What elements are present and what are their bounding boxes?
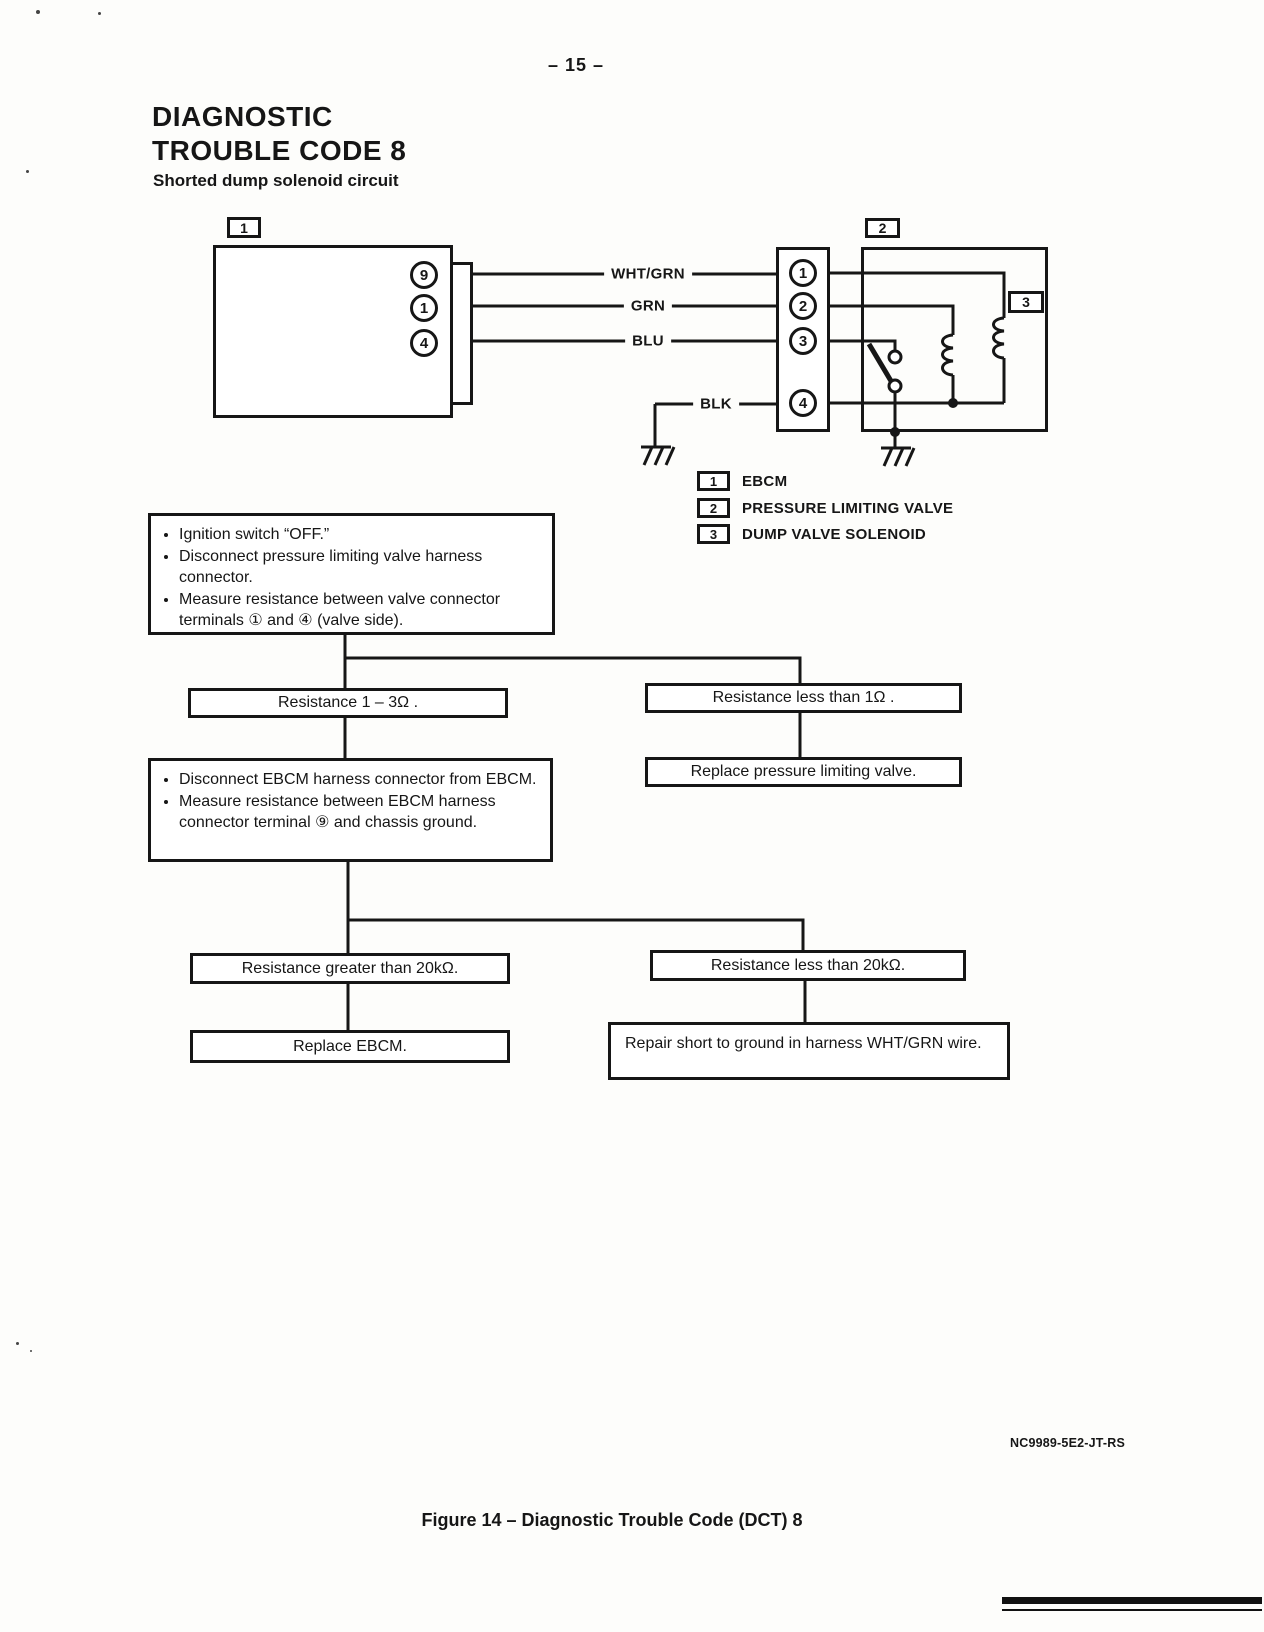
wire-label-blu: BLU: [625, 333, 671, 350]
flow-step-check-ebcm-harness: [148, 758, 553, 862]
ebcm-connector-tab: [450, 262, 473, 405]
legend-key: 3: [697, 524, 730, 544]
scan-artifact: [26, 170, 29, 173]
step-bullet: • Ignition switch “OFF.”: [179, 524, 542, 545]
page-title-line1: DIAGNOSTIC: [152, 101, 333, 132]
flow-result-resistance-gt-20k: Resistance greater than 20kΩ.: [190, 953, 510, 984]
wire-label-grn: GRN: [624, 298, 672, 315]
valve-terminal: 2: [789, 292, 817, 320]
scan-artifact: [36, 10, 40, 14]
legend-label: EBCM: [742, 473, 788, 490]
flow-action-replace-ebcm: Replace EBCM.: [190, 1030, 510, 1063]
valve-terminal: 4: [789, 389, 817, 417]
figure-caption: Figure 14 – Diagnostic Trouble Code (DCT) 8: [421, 1510, 803, 1530]
callout-pressure-valve: 2: [865, 218, 900, 238]
ground-icon: [881, 448, 914, 466]
flow-result-resistance-1-3-ohm: Resistance 1 – 3Ω .: [188, 688, 508, 718]
legend-label: DUMP VALVE SOLENOID: [742, 526, 927, 543]
ground-icon: [641, 447, 674, 465]
page-subtitle: Shorted dump solenoid circuit: [153, 171, 399, 190]
flow-result-resistance-lt-20k: Resistance less than 20kΩ.: [650, 950, 966, 981]
page-title: [152, 100, 406, 168]
wire-label-blk: BLK: [693, 396, 739, 413]
callout-dump-solenoid: 3: [1008, 291, 1044, 313]
wire-label-whtgrn: WHT/GRN: [604, 266, 692, 283]
page-title-line2: TROUBLE CODE 8: [152, 135, 407, 166]
ebcm-terminal: 9: [410, 261, 438, 289]
page-number: – 15 –: [548, 55, 605, 75]
step-bullet: • Disconnect EBCM harness connector from EBCM.: [179, 769, 540, 790]
corner-rule-thick: [1002, 1597, 1262, 1604]
flow-result-resistance-less-1-ohm: Resistance less than 1Ω .: [645, 683, 962, 713]
flow-action-replace-valve: Replace pressure limiting valve.: [645, 757, 962, 787]
scan-artifact: [16, 1342, 19, 1345]
legend-key: 2: [697, 498, 730, 518]
callout-ebcm: 1: [227, 217, 261, 238]
legend-label: PRESSURE LIMITING VALVE: [742, 500, 954, 517]
pressure-valve-box: [861, 247, 1048, 432]
doc-code: NC9989-5E2-JT-RS: [1010, 1436, 1126, 1450]
scan-artifact: [98, 12, 101, 15]
corner-rule-thin: [1002, 1609, 1262, 1611]
legend-key: 1: [697, 471, 730, 491]
step-bullet: • Measure resistance between valve connector terminals ① and ④ (valve side).: [179, 589, 542, 631]
flow-step-check-valve-resistance: [148, 513, 555, 635]
flow-action-repair-short: Repair short to ground in harness WHT/GRN wire.: [608, 1022, 1010, 1080]
step-bullet: • Measure resistance between EBCM harness connector terminal ⑨ and chassis ground.: [179, 791, 540, 833]
ebcm-terminal: 1: [410, 294, 438, 322]
scan-artifact: [30, 1350, 32, 1352]
valve-terminal: 1: [789, 259, 817, 287]
step-bullet: • Disconnect pressure limiting valve harness connector.: [179, 546, 542, 588]
valve-terminal: 3: [789, 327, 817, 355]
ebcm-terminal: 4: [410, 329, 438, 357]
